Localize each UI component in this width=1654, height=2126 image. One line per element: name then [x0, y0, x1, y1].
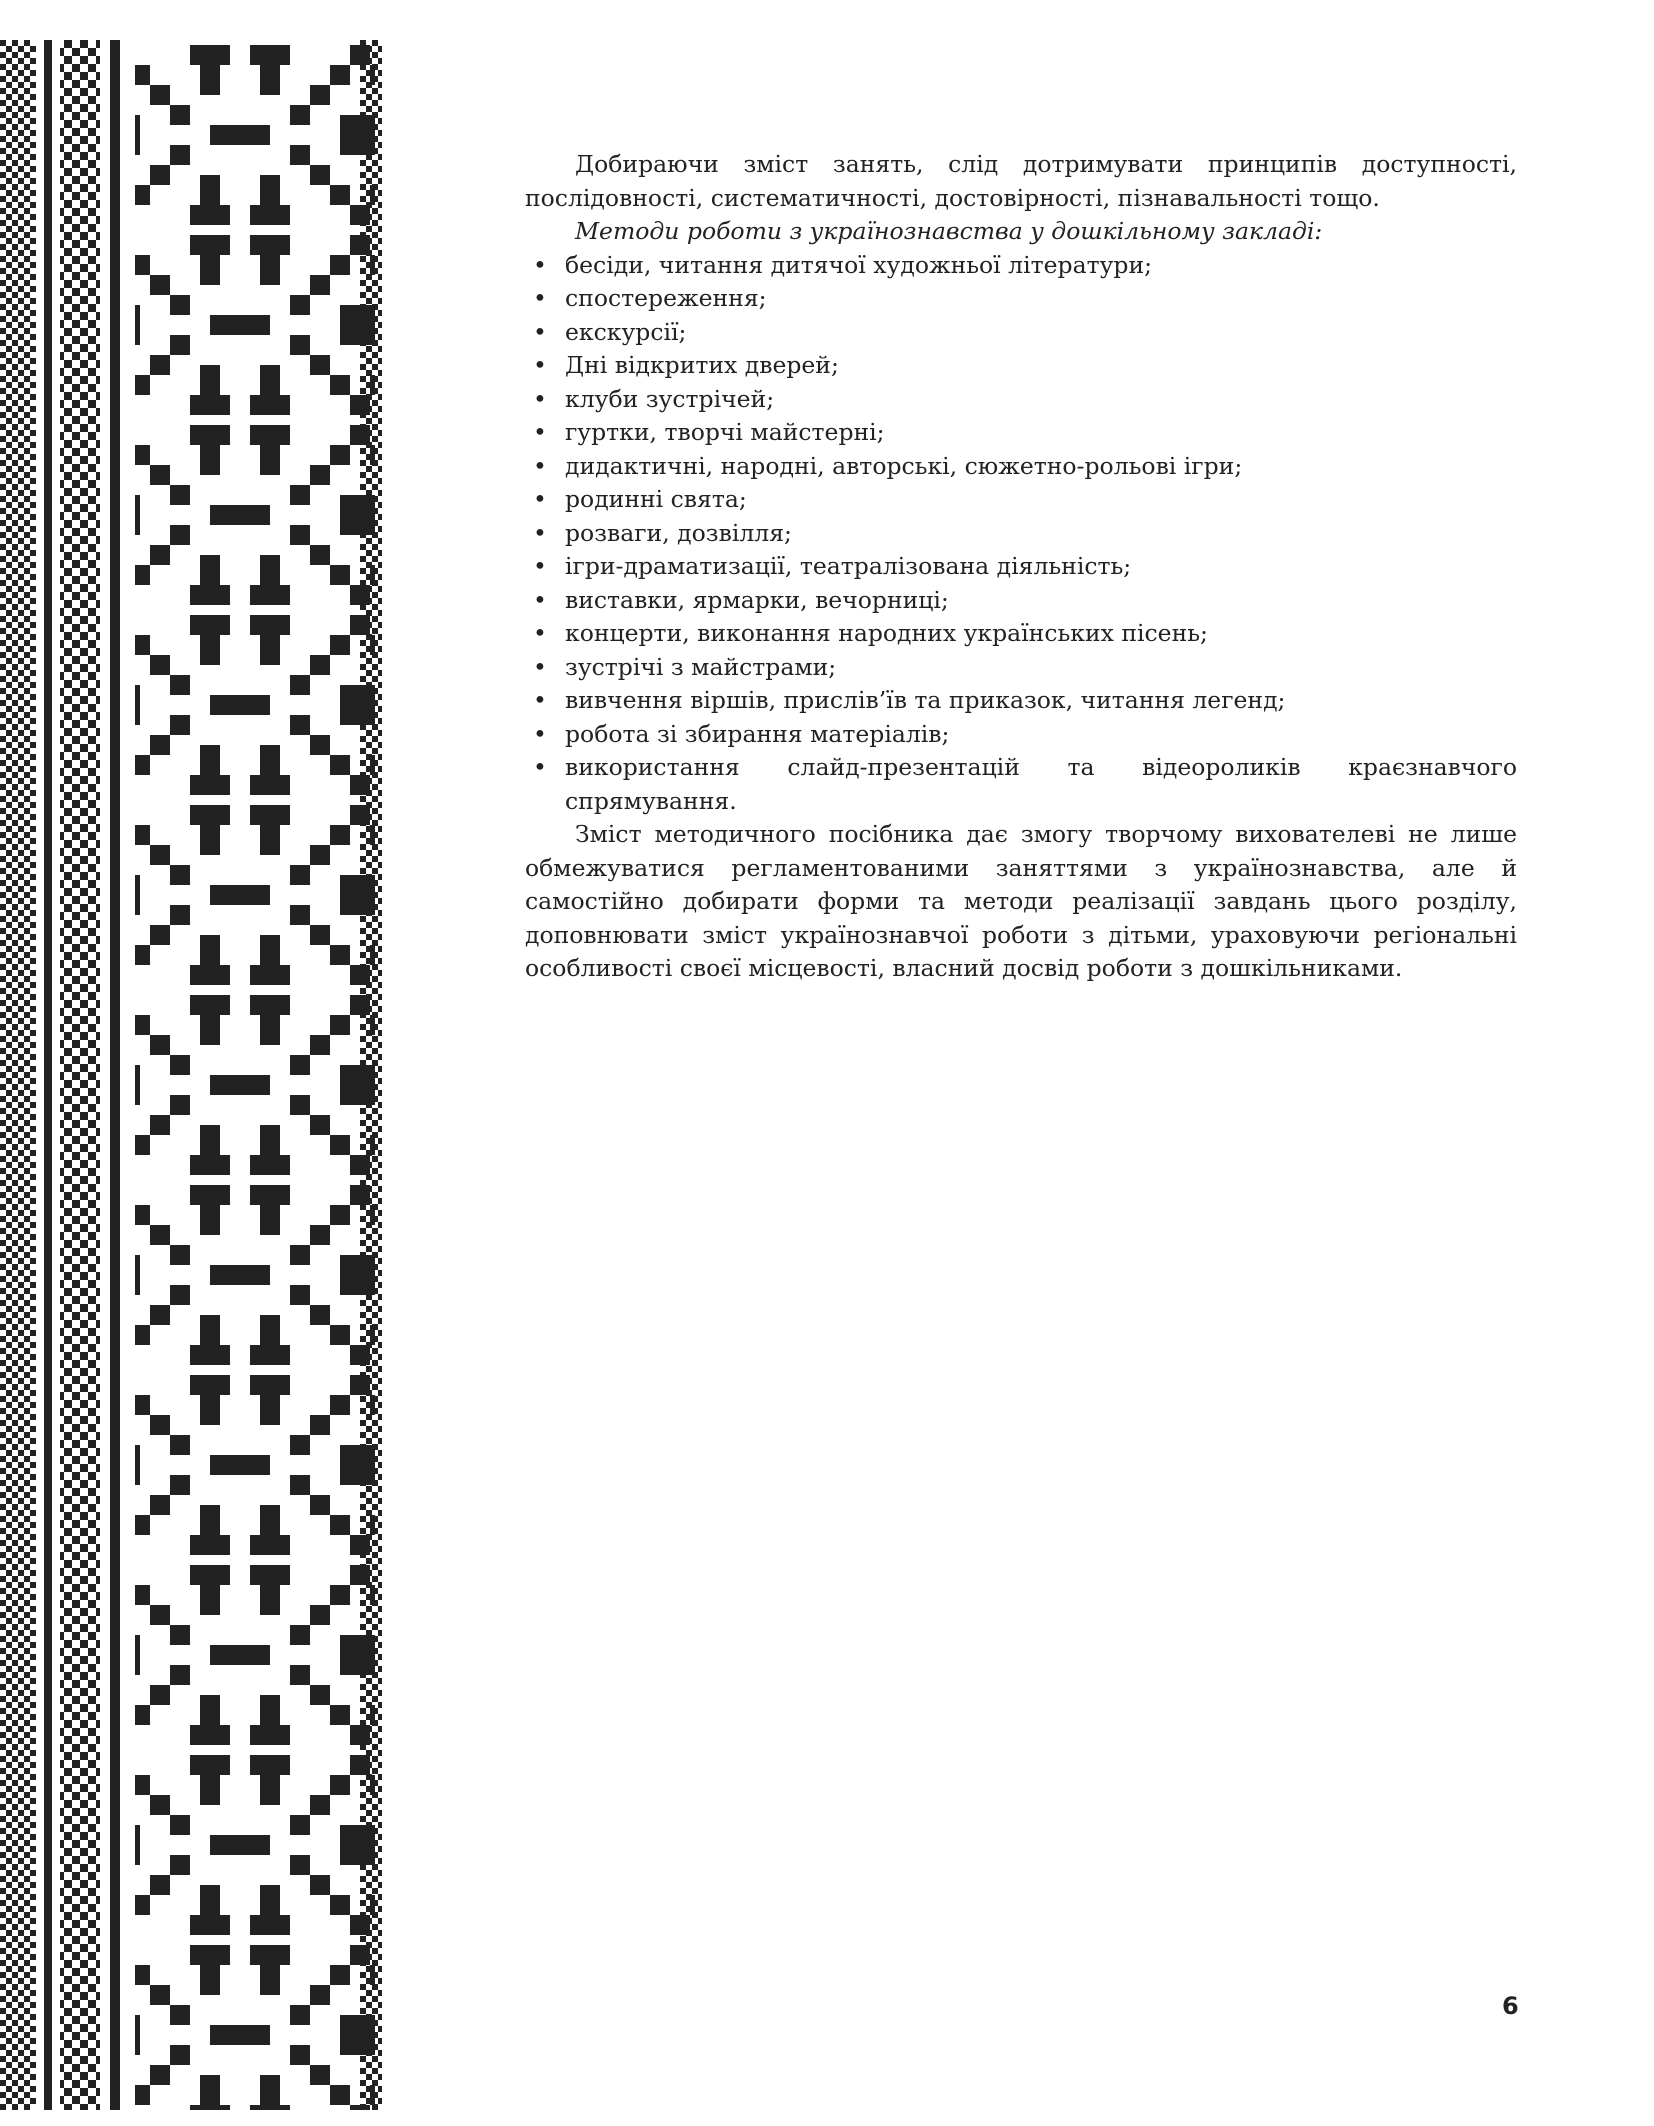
list-item: • вивчення віршів, прислів’їв та приказок, читання легенд;	[525, 684, 1517, 718]
bullet-icon: •	[533, 686, 547, 714]
bullet-icon: •	[533, 552, 547, 580]
list-item: • концерти, виконання народних українських пісень;	[525, 617, 1517, 651]
list-item: • бесіди, читання дитячої художньої літератури;	[525, 249, 1517, 283]
list-item: • робота зі збирання матеріалів;	[525, 718, 1517, 752]
methods-heading: Методи роботи з українознавства у дошкільному закладі:	[575, 217, 1323, 245]
bullet-icon: •	[533, 719, 547, 748]
list-item: • використання слайд-презентацій та відеороликів краєзнавчого спрямування.	[533, 753, 1517, 815]
list-item: • дидактичні, народні, авторські, сюжетно-рольові ігри;	[525, 450, 1517, 484]
bullet-icon: •	[533, 418, 547, 446]
list-item: • зустрічі з майстрами;	[525, 651, 1517, 685]
closing-paragraph: Зміст методичного посібника дає змогу творчому вихователеві не лише обмежуватися регламентованими заняттями з українознавства, але й самостійно добирати форми та методи реалізації завдань цього розділу, доповнювати зміст українознавчої роботи з дітьми, ураховуючи регіональні особливості своєї місцевості, власний досвід роботи з дошкільниками.	[525, 820, 1517, 982]
list-item: • Дні відкритих дверей;	[525, 349, 1517, 383]
bullet-icon: •	[533, 317, 547, 346]
page-body	[525, 148, 1517, 986]
intro-paragraph: Добираючи зміст занять, слід дотримувати принципів доступності, послідовності, систематичності, достовірності, пізнавальності тощо.	[525, 150, 1517, 212]
bullet-icon: •	[533, 351, 547, 379]
list-item: • гуртки, творчі майстерні;	[525, 416, 1517, 450]
bullet-icon: •	[533, 250, 547, 279]
bullet-icon: •	[533, 753, 547, 781]
list-item: • клуби зустрічей;	[525, 383, 1517, 417]
bullet-icon: •	[533, 585, 547, 614]
bullet-icon: •	[533, 284, 547, 312]
page-number: 6	[1502, 1992, 1519, 2020]
bullet-icon: •	[533, 451, 547, 480]
list-item: • спостереження;	[525, 282, 1517, 316]
list-item: • виставки, ярмарки, вечорниці;	[525, 584, 1517, 618]
list-item: • розваги, дозвілля;	[525, 517, 1517, 551]
embroidery-ornament-border	[0, 40, 388, 2110]
methods-list	[525, 249, 1517, 819]
list-item: • екскурсії;	[525, 316, 1517, 350]
bullet-icon: •	[533, 518, 547, 547]
list-item: • родинні свята;	[525, 483, 1517, 517]
bullet-icon: •	[533, 485, 547, 513]
list-item: • ігри-драматизації, театралізована діяльність;	[525, 550, 1517, 584]
bullet-icon: •	[533, 619, 547, 647]
bullet-icon: •	[533, 652, 547, 681]
bullet-icon: •	[533, 384, 547, 413]
